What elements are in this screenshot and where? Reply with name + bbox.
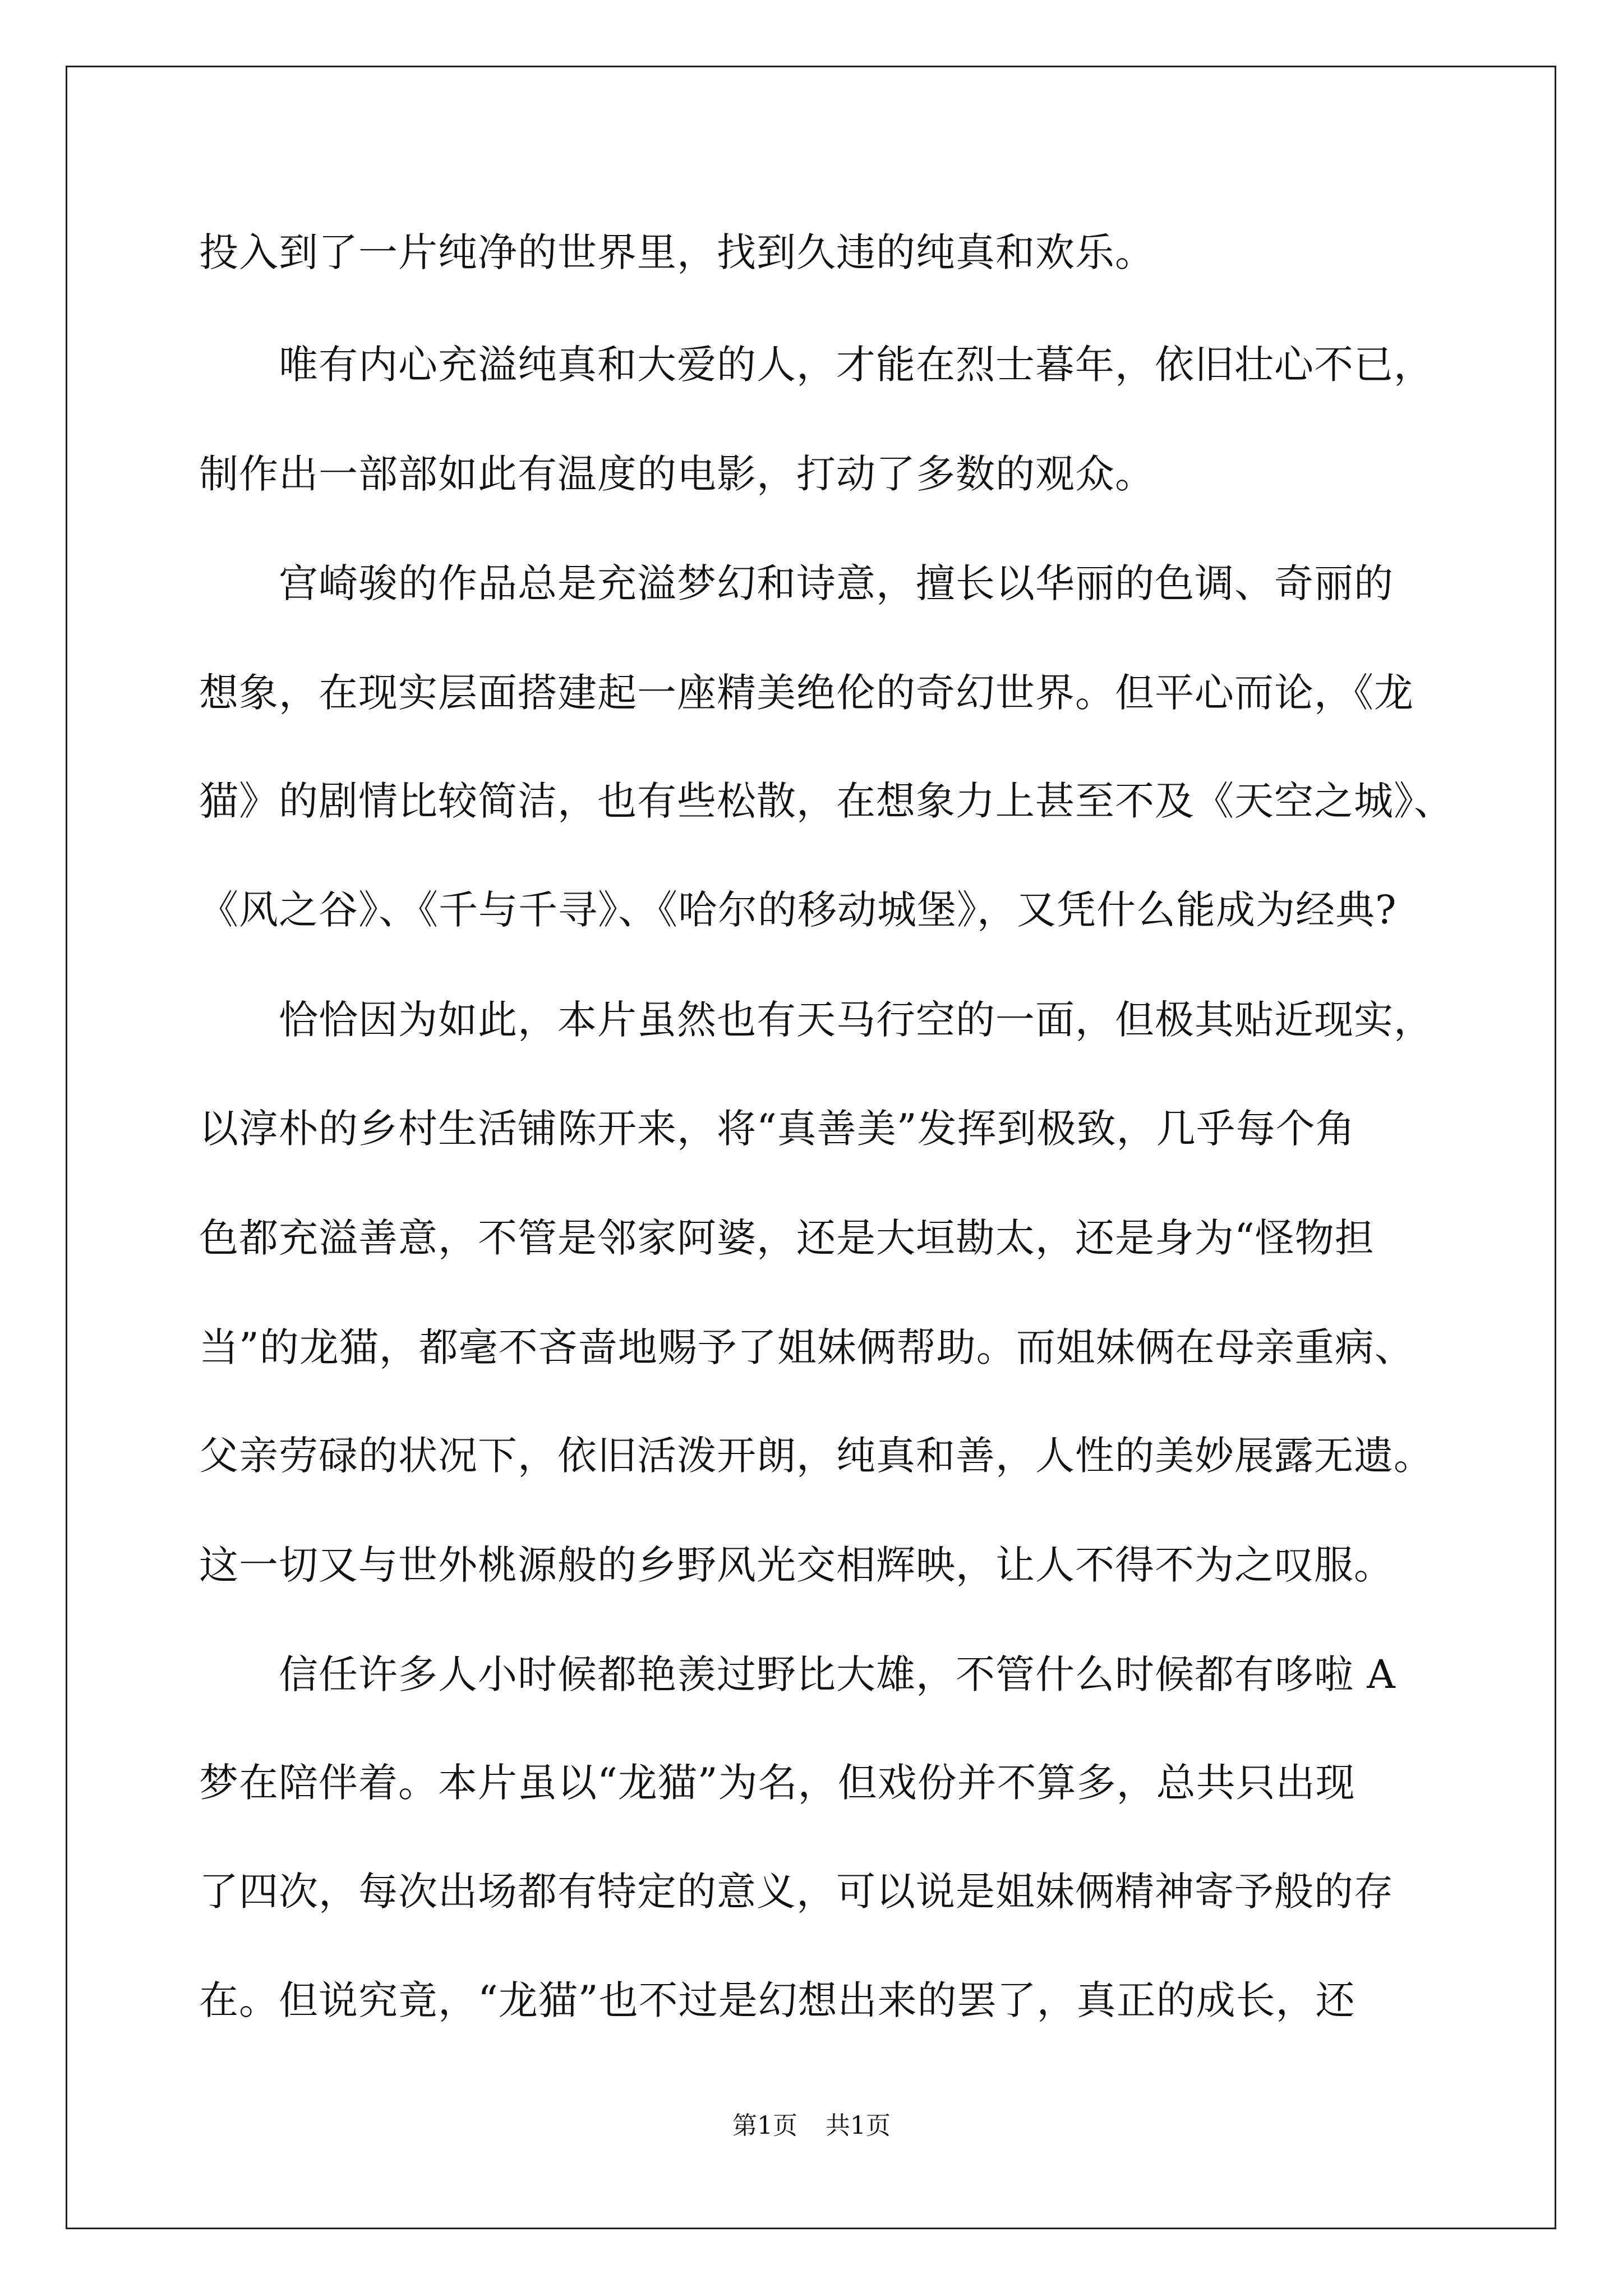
text-line: 色都充溢善意，不管是邻家阿婆，还是大垣勘太，还是身为“怪物担	[199, 1215, 1375, 1261]
text-line: 《风之谷》、《千与千寻》、《哈尔的移动城堡》，又凭什么能成为经典?	[199, 887, 1397, 933]
text-line: 父亲劳碌的状况下，依旧活泼开朗，纯真和善，人性的美妙展露无遗。	[199, 1433, 1433, 1479]
text-line: 梦在陪伴着。本片虽以“龙猫”为名，但戏份并不算多，总共只出现	[199, 1760, 1355, 1806]
text-line: 这一切又与世外桃源般的乡野风光交相辉映，让人不得不为之叹服。	[199, 1542, 1394, 1588]
text-line: 唯有内心充溢纯真和大爱的人，才能在烈士暮年，依旧壮心不已，	[199, 342, 1433, 388]
text-line: 以淳朴的乡村生活铺陈开来，将“真善美”发挥到极致，几乎每个角	[199, 1106, 1355, 1152]
page-number: 第1页	[732, 2111, 797, 2140]
body-text	[199, 0, 1454, 2076]
text-line: 投入到了一片纯净的世界里，找到久违的纯真和欢乐。	[199, 229, 1155, 275]
page-total: 共1页	[826, 2111, 891, 2140]
text-line: 想象，在现实层面搭建起一座精美绝伦的奇幻世界。但平心而论，《龙	[199, 670, 1414, 716]
text-line: 当”的龙猫，都毫不吝啬地赐予了姐妹俩帮助。而姐妹俩在母亲重病、	[199, 1324, 1414, 1370]
page-footer	[0, 2109, 1623, 2143]
text-line: 制作出一部部如此有温度的电影，打动了多数的观众。	[199, 451, 1155, 497]
text-line: 猫》的剧情比较简洁，也有些松散，在想象力上甚至不及《天空之城》、	[199, 778, 1454, 824]
text-line: 信任许多人小时候都艳羡过野比大雄，不管什么时候都有哆啦 A	[199, 1651, 1396, 1697]
text-line: 恰恰因为如此，本片虽然也有天马行空的一面，但极其贴近现实，	[199, 997, 1433, 1043]
text-line: 在。但说究竟，“龙猫”也不过是幻想出来的罢了，真正的成长，还	[199, 1977, 1355, 2023]
text-line: 宫崎骏的作品总是充溢梦幻和诗意，擅长以华丽的色调、奇丽的	[199, 560, 1394, 606]
text-line: 了四次，每次出场都有特定的意义，可以说是姐妹俩精神寄予般的存	[199, 1869, 1394, 1915]
